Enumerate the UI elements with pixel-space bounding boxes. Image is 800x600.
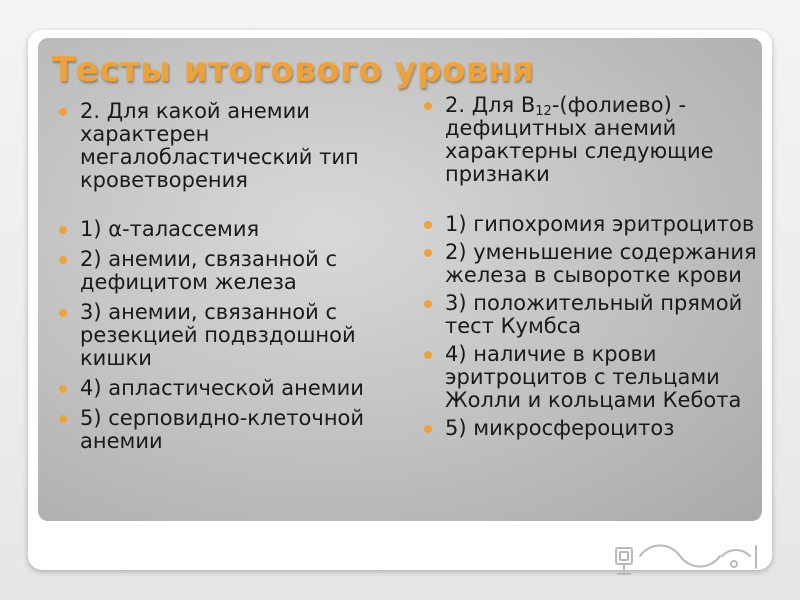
left-option-text: 4) апластической анемии (80, 376, 364, 400)
left-question (58, 100, 376, 192)
right-option-text: 2) уменьшение содержания железа в сыворотке крови (445, 240, 757, 287)
left-option-text: 5) серповидно-клеточной анемии (80, 406, 365, 453)
bullet-icon (59, 415, 67, 423)
bullet-icon (59, 256, 67, 264)
bullet-icon (424, 102, 432, 110)
left-option-5 (58, 407, 376, 453)
right-option-4 (423, 343, 768, 412)
left-option-2 (58, 248, 376, 294)
bullet-icon (59, 226, 67, 234)
right-question (423, 94, 768, 186)
right-option-text: 1) гипохромия эритроцитов (445, 212, 755, 236)
right-question-text-part2: -(фолиево) - дефицитных анемий характерны следующие признаки (445, 93, 714, 186)
right-question-text-part1: 2. Для B (445, 93, 536, 117)
right-option-text: 3) положительный прямой тест Кумбса (445, 291, 743, 338)
right-option-5 (423, 417, 768, 440)
left-option-text: 3) анемии, связанной с резекцией подвздошной кишки (80, 300, 356, 370)
bullet-icon (424, 425, 432, 433)
right-question-list (423, 94, 768, 445)
bullet-icon (59, 108, 67, 116)
left-option-1 (58, 218, 376, 241)
bullet-icon (59, 385, 67, 393)
right-question-subscript: 12 (535, 104, 552, 119)
left-option-text: 2) анемии, связанной с дефицитом железа (80, 247, 338, 294)
left-option-4 (58, 377, 376, 400)
right-option-text: 4) наличие в крови эритроцитов с тельцами Жолли и кольцами Кебота (445, 342, 742, 412)
decorative-swirl-icon (610, 534, 770, 584)
bullet-icon (59, 309, 67, 317)
slide-title: Тесты итогового уровня (52, 50, 535, 90)
right-option-3 (423, 292, 768, 338)
bullet-icon (424, 300, 432, 308)
right-option-text: 5) микросфероцитоз (445, 416, 675, 440)
left-option-text: 1) α-талассемия (80, 217, 260, 241)
bullet-icon (424, 249, 432, 257)
bullet-icon (424, 351, 432, 359)
right-option-2 (423, 241, 768, 287)
right-option-1 (423, 213, 768, 236)
left-question-list (58, 100, 376, 460)
left-option-3 (58, 301, 376, 370)
bullet-icon (424, 221, 432, 229)
left-question-text: 2. Для какой анемии характерен мегалобластический тип кроветворения (80, 99, 359, 192)
